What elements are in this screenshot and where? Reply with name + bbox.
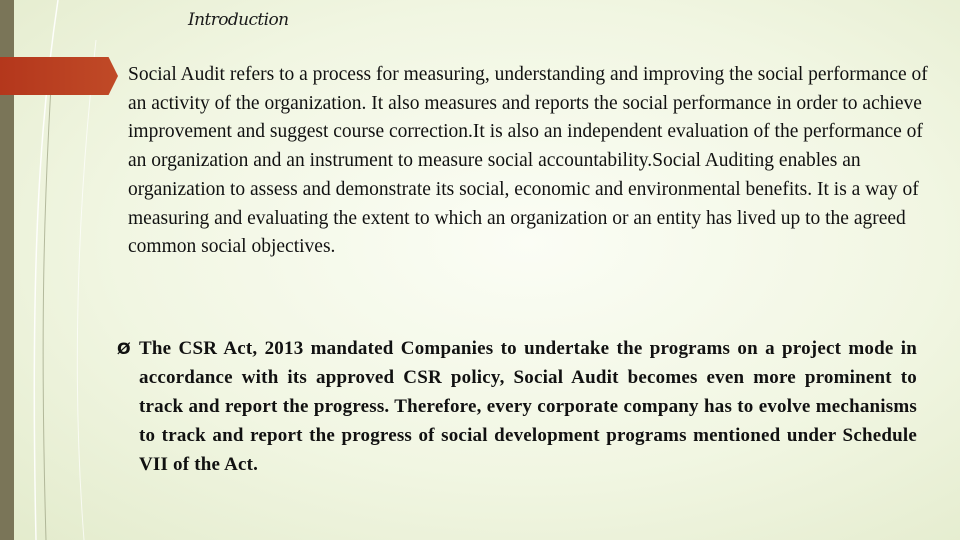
bullet-text: The CSR Act, 2013 mandated Companies to undertake the programs on a project mode in accordance with its approved CSR policy, Social Audit becomes even more prominent to track and report the progress. Therefore, every corporate company has to evolve mechanisms to track and report the progress of social development programs mentioned under Schedule VII of the Act. <box>139 338 917 475</box>
arrow-bullet-icon: Ø <box>117 339 131 358</box>
bullet-item <box>117 334 917 479</box>
slide-title: Introduction <box>188 10 289 30</box>
accent-arrow-tab <box>0 57 118 95</box>
intro-paragraph: Social Audit refers to a process for measuring, understanding and improving the social performance of an activity of the organization. It also measures and reports the social performance in order to achieve improvement and suggest course correction.It is also an independent evaluation of the performance of an organization and an instrument to measure social accountability.Social Auditing enables an organization to assess and demonstrate its social, economic and environmental benefits. It is a way of measuring and evaluating the extent to which an organization or an entity has lived up to the agreed common social objectives. <box>128 64 928 258</box>
